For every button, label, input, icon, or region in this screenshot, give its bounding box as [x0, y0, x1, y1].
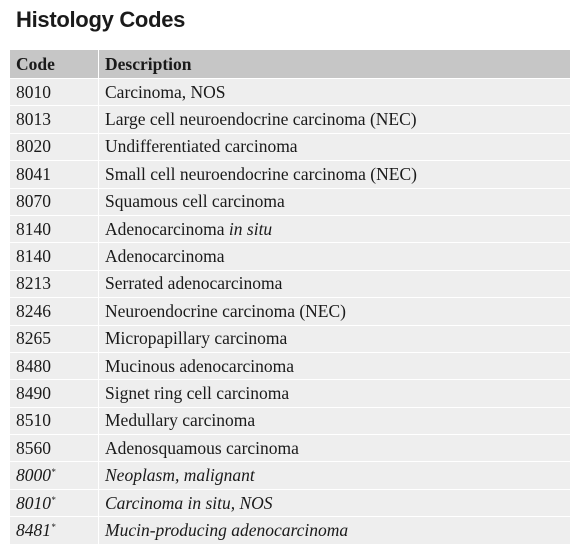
- table-header-row: [10, 50, 570, 79]
- description-cell: [99, 133, 571, 160]
- description-cell: [99, 517, 571, 544]
- table-row: [10, 188, 570, 215]
- description-cell: [99, 215, 571, 242]
- table-row: [10, 325, 570, 352]
- description-text: Carcinoma in situ, NOS: [105, 492, 273, 513]
- code-cell: [10, 188, 99, 215]
- description-text: Adenocarcinoma: [105, 246, 225, 267]
- description-cell: [99, 435, 571, 462]
- code-cell: [10, 407, 99, 434]
- description-cell: [99, 188, 571, 215]
- code-value: 8013: [16, 109, 51, 130]
- table-row: [10, 462, 570, 489]
- code-value: 8140: [16, 218, 51, 239]
- code-cell: [10, 243, 99, 270]
- table-row: [10, 298, 570, 325]
- code-cell: [10, 270, 99, 297]
- histology-codes-table: [10, 50, 570, 544]
- code-cell: [10, 325, 99, 352]
- description-text: Undifferentiated carcinoma: [105, 136, 298, 157]
- code-value: 8041: [16, 163, 51, 184]
- description-cell: [99, 325, 571, 352]
- code-cell: [10, 298, 99, 325]
- code-value: 8481: [16, 519, 51, 540]
- code-value: 8490: [16, 382, 51, 403]
- code-value: 8560: [16, 437, 51, 458]
- code-value: 8010: [16, 492, 51, 513]
- description-text: Signet ring cell carcinoma: [105, 382, 290, 403]
- footnote-marker: *: [51, 494, 56, 505]
- description-text: Adenocarcinoma: [105, 218, 229, 239]
- table-body: [10, 79, 570, 544]
- code-cell: [10, 352, 99, 379]
- code-value: 8140: [16, 246, 51, 267]
- description-cell: [99, 161, 571, 188]
- code-cell: [10, 517, 99, 544]
- code-cell: [10, 489, 99, 516]
- description-cell: [99, 106, 571, 133]
- code-cell: [10, 161, 99, 188]
- table-row: [10, 380, 570, 407]
- code-cell: [10, 380, 99, 407]
- description-cell: [99, 352, 571, 379]
- column-header-code: Code: [10, 50, 99, 79]
- description-text: Squamous cell carcinoma: [105, 191, 285, 212]
- column-header-description: Description: [99, 50, 571, 79]
- description-cell: [99, 243, 571, 270]
- description-cell: [99, 79, 571, 106]
- code-value: 8480: [16, 355, 51, 376]
- code-value: 8000: [16, 465, 51, 486]
- code-cell: [10, 215, 99, 242]
- code-cell: [10, 462, 99, 489]
- footnote-marker: *: [51, 467, 56, 478]
- description-text: Neuroendocrine carcinoma (NEC): [105, 300, 347, 321]
- table-row: [10, 270, 570, 297]
- description-text: Large cell neuroendocrine carcinoma (NEC): [105, 109, 417, 130]
- code-cell: [10, 106, 99, 133]
- description-cell: [99, 380, 571, 407]
- table-row: [10, 517, 570, 544]
- code-cell: [10, 133, 99, 160]
- description-cell: [99, 270, 571, 297]
- code-value: 8010: [16, 81, 51, 102]
- description-text: Medullary carcinoma: [105, 410, 256, 431]
- description-text: Serrated adenocarcinoma: [105, 273, 283, 294]
- code-value: 8070: [16, 191, 51, 212]
- page-title: Histology Codes: [16, 7, 186, 32]
- description-emphasis: in situ: [228, 218, 273, 239]
- description-cell: [99, 489, 571, 516]
- description-text: Adenosquamous carcinoma: [105, 437, 299, 458]
- code-value: 8213: [16, 273, 51, 294]
- table-row: [10, 489, 570, 516]
- description-cell: [99, 298, 571, 325]
- description-text: Carcinoma, NOS: [105, 81, 226, 102]
- table-row: [10, 407, 570, 434]
- table-row: [10, 215, 570, 242]
- table-row: [10, 106, 570, 133]
- description-cell: [99, 407, 571, 434]
- code-value: 8246: [16, 300, 51, 321]
- table-row: [10, 79, 570, 106]
- code-cell: [10, 79, 99, 106]
- description-cell: [99, 462, 571, 489]
- description-text: Micropapillary carcinoma: [105, 328, 288, 349]
- description-text: Neoplasm, malignant: [105, 465, 255, 486]
- table-row: [10, 161, 570, 188]
- code-value: 8020: [16, 136, 51, 157]
- code-cell: [10, 435, 99, 462]
- footnote-marker: *: [51, 521, 56, 532]
- description-text: Small cell neuroendocrine carcinoma (NEC): [105, 163, 417, 184]
- description-text: Mucin-producing adenocarcinoma: [105, 519, 349, 540]
- table-row: [10, 352, 570, 379]
- table-row: [10, 133, 570, 160]
- code-value: 8265: [16, 328, 51, 349]
- code-value: 8510: [16, 410, 51, 431]
- table-row: [10, 243, 570, 270]
- table-row: [10, 435, 570, 462]
- description-text: Mucinous adenocarcinoma: [105, 355, 295, 376]
